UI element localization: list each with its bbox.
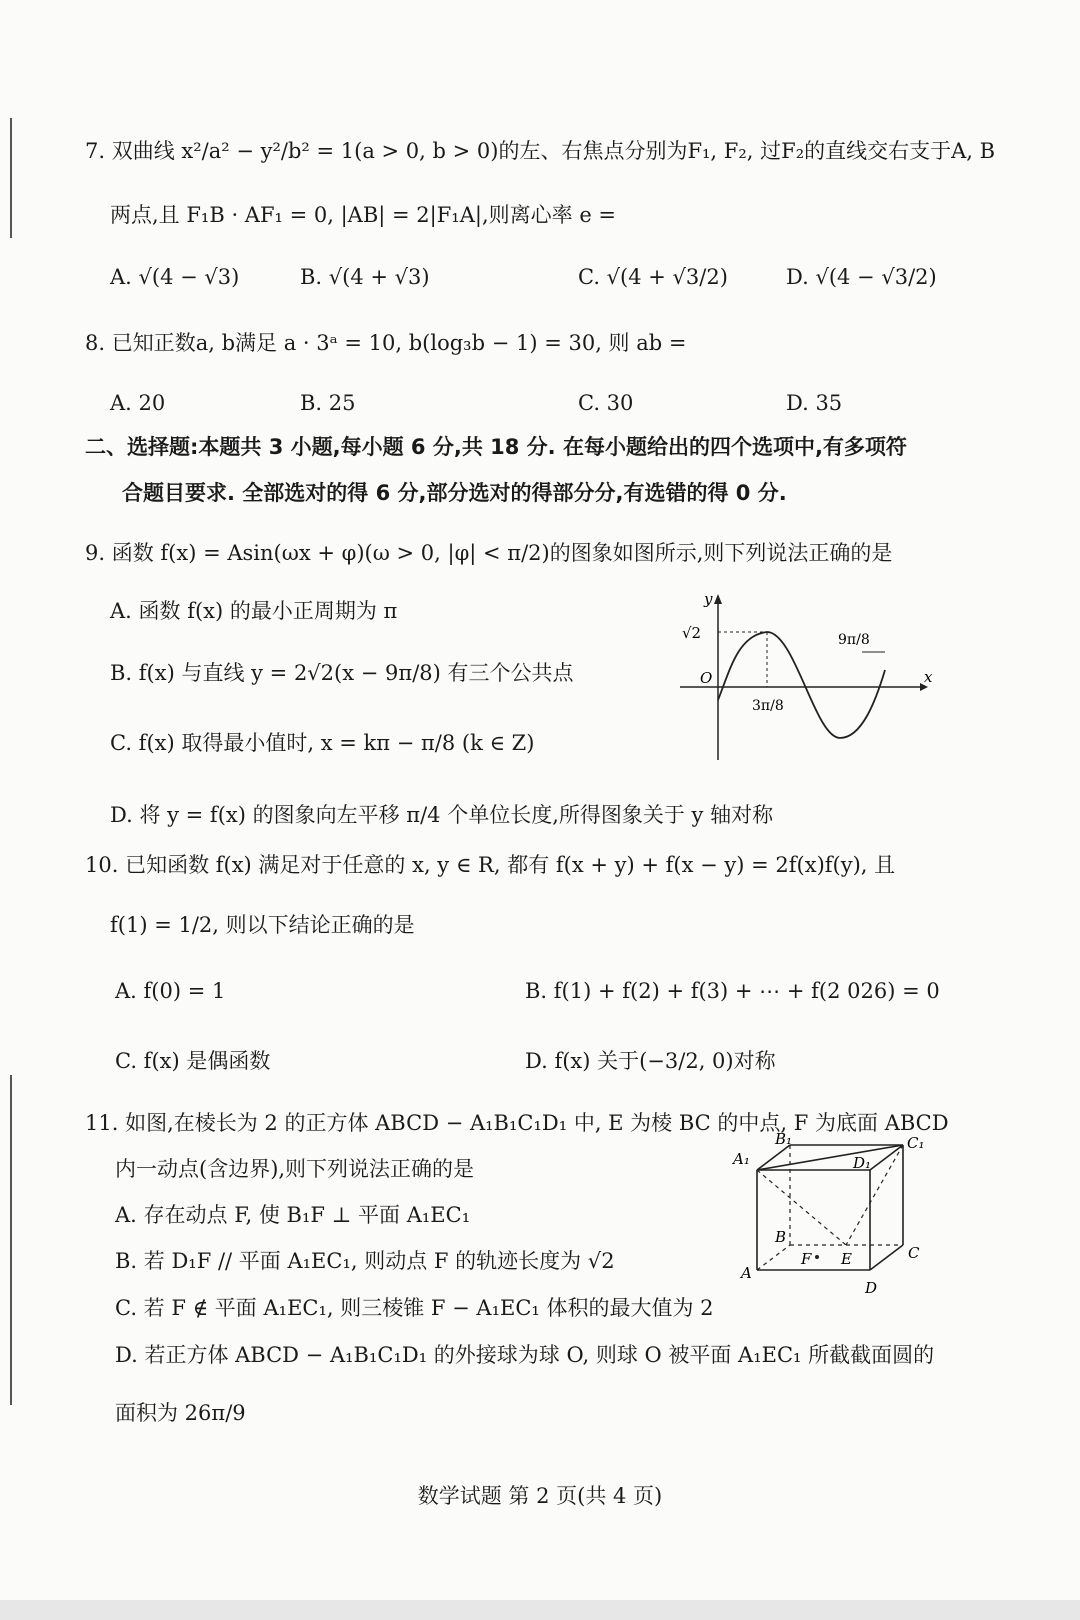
q8-stem: 8. 已知正数a, b满足 a · 3ᵃ = 10, b(log₃b − 1) = 30, 则 ab = bbox=[85, 331, 687, 355]
q10-stem-line2: f(1) = 1/2, 则以下结论正确的是 bbox=[110, 913, 415, 937]
margin-line-bottom bbox=[10, 1075, 12, 1405]
q11-cube-figure bbox=[733, 1130, 930, 1325]
q9-graph-x-peak-label: 3π/8 bbox=[752, 698, 784, 714]
section2-heading-line1: 二、选择题:本题共 3 小题,每小题 6 分,共 18 分. 在每小题给出的四个选项中,有多项符 bbox=[85, 435, 907, 459]
q8-option-d: D. 35 bbox=[786, 391, 843, 415]
cube-label-d1: D₁ bbox=[853, 1154, 872, 1172]
q11-option-d-continued: 面积为 26π/9 bbox=[115, 1401, 246, 1425]
page-footer: 数学试题 第 2 页(共 4 页) bbox=[417, 1484, 663, 1508]
q7-option-b: B. √(4 + √3) bbox=[300, 265, 430, 289]
q11-option-b: B. 若 D₁F // 平面 A₁EC₁, 则动点 F 的轨迹长度为 √2 bbox=[115, 1249, 615, 1273]
cube-label-b: B bbox=[775, 1228, 787, 1246]
section2-heading-line2: 合题目要求. 全部选对的得 6 分,部分选对的得部分分,有选错的得 0 分. bbox=[122, 481, 787, 505]
q11-option-d: D. 若正方体 ABCD − A₁B₁C₁D₁ 的外接球为球 O, 则球 O 被平面 A₁EC₁ 所截截面圆的 bbox=[115, 1343, 935, 1367]
q9-option-d: D. 将 y = f(x) 的图象向左平移 π/4 个单位长度,所得图象关于 y 轴对称 bbox=[110, 803, 774, 827]
q7-option-c: C. √(4 + √3/2) bbox=[578, 265, 728, 289]
q9-graph-y-label: y bbox=[704, 590, 713, 608]
cube-label-a: A bbox=[741, 1264, 752, 1282]
q9-option-b: B. f(x) 与直线 y = 2√2(x − 9π/8) 有三个公共点 bbox=[110, 661, 574, 685]
q8-option-a: A. 20 bbox=[110, 391, 166, 415]
q10-option-c: C. f(x) 是偶函数 bbox=[115, 1049, 271, 1073]
cube-label-f: F bbox=[801, 1250, 812, 1268]
q7-option-d: D. √(4 − √3/2) bbox=[786, 265, 937, 289]
cube-label-b1: B₁ bbox=[775, 1130, 793, 1148]
q9-stem: 9. 函数 f(x) = Asin(ωx + φ)(ω > 0, |φ| < π/2)的图象如图所示,则下列说法正确的是 bbox=[85, 541, 893, 565]
q8-option-b: B. 25 bbox=[300, 391, 356, 415]
q11-stem-line1: 11. 如图,在棱长为 2 的正方体 ABCD − A₁B₁C₁D₁ 中, E 为棱 BC 的中点, F 为底面 ABCD bbox=[85, 1111, 949, 1135]
q9-option-a: A. 函数 f(x) 的最小正周期为 π bbox=[110, 599, 398, 623]
q7-stem-line2: 两点,且 F₁B · AF₁ = 0, |AB| = 2|F₁A|,则离心率 e = bbox=[110, 203, 617, 227]
q7-stem-line1: 7. 双曲线 x²/a² − y²/b² = 1(a > 0, b > 0)的左、右焦点分别为F₁, F₂, 过F₂的直线交右支于A, B bbox=[85, 139, 996, 163]
cube-label-c: C bbox=[908, 1244, 920, 1262]
q11-stem-line2: 内一动点(含边界),则下列说法正确的是 bbox=[115, 1157, 475, 1181]
cube-label-e: E bbox=[841, 1250, 852, 1268]
cube-label-c1: C₁ bbox=[907, 1134, 925, 1152]
q11-option-c: C. 若 F ∉ 平面 A₁EC₁, 则三棱锥 F − A₁EC₁ 体积的最大值为 2 bbox=[115, 1296, 714, 1320]
q10-option-a: A. f(0) = 1 bbox=[115, 979, 226, 1003]
q9-graph-origin-label: O bbox=[700, 669, 713, 687]
q10-option-d: D. f(x) 关于(−3/2, 0)对称 bbox=[525, 1049, 776, 1073]
q10-stem-line1: 10. 已知函数 f(x) 满足对于任意的 x, y ∈ R, 都有 f(x + y) + f(x − y) = 2f(x)f(y), 且 bbox=[85, 853, 896, 877]
q9-graph-peak-label: √2 bbox=[682, 624, 702, 642]
margin-line-top bbox=[10, 118, 12, 238]
bottom-bar bbox=[0, 1600, 1080, 1620]
q9-sine-graph bbox=[680, 590, 940, 765]
q9-graph-x-label: x bbox=[924, 668, 933, 686]
cube-label-d: D bbox=[865, 1279, 878, 1297]
q9-option-c: C. f(x) 取得最小值时, x = kπ − π/8 (k ∈ Z) bbox=[110, 731, 535, 755]
q9-graph-x-right-label: 9π/8 bbox=[838, 632, 870, 648]
q8-option-c: C. 30 bbox=[578, 391, 634, 415]
q11-option-a: A. 存在动点 F, 使 B₁F ⊥ 平面 A₁EC₁ bbox=[115, 1203, 471, 1227]
q7-option-a: A. √(4 − √3) bbox=[110, 265, 240, 289]
cube-label-a1: A₁ bbox=[733, 1150, 750, 1168]
q10-option-b: B. f(1) + f(2) + f(3) + ⋯ + f(2 026) = 0 bbox=[525, 979, 940, 1003]
